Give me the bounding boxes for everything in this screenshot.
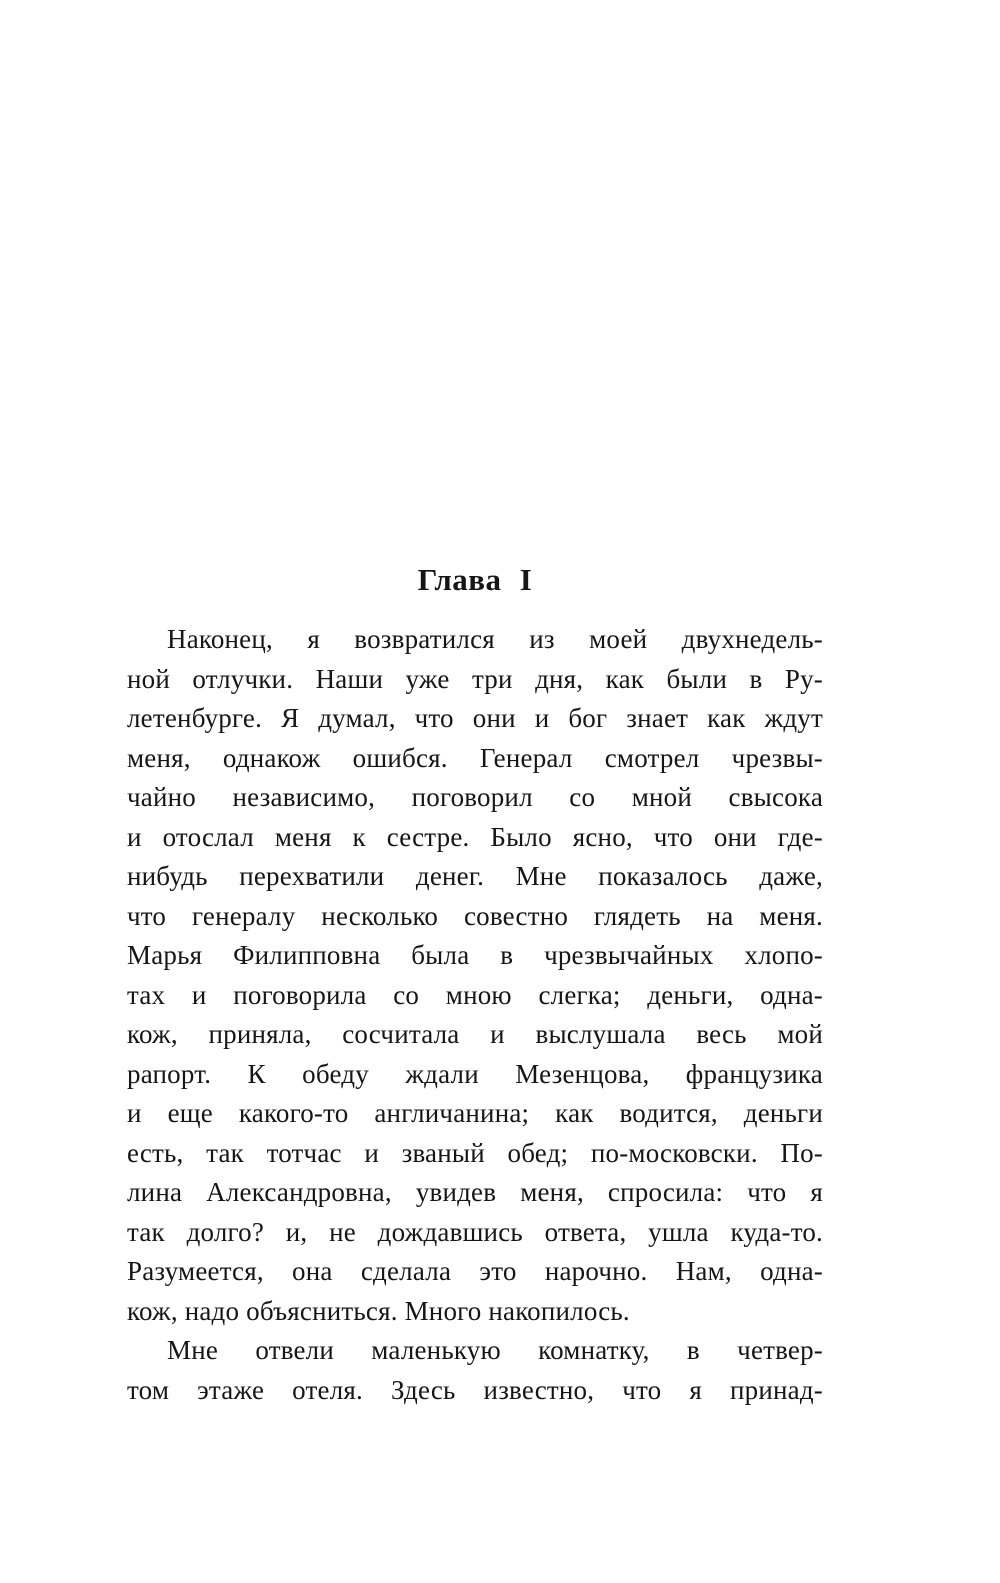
text-line: меня, однакож ошибся. Генерал смотрел чрезвы- [127, 742, 823, 773]
text-line: том этаже отеля. Здесь известно, что я принад- [127, 1374, 823, 1405]
text-line: чайно независимо, поговорил со мной свысока [127, 782, 823, 812]
text-line: и отослал меня к сестре. Было ясно, что они где- [127, 821, 823, 852]
text-line: и еще какого-то англичанина; как водится, деньги [127, 1098, 823, 1128]
text-line: Разумеется, она сделала это нарочно. Нам, одна- [127, 1256, 823, 1286]
text-line: что генералу несколько совестно глядеть на меня. [127, 900, 823, 931]
text-line: тах и поговорила со мною слегка; деньги, одна- [127, 979, 823, 1010]
text-line: кож, надо объясниться. Много накопилось. [127, 1295, 630, 1326]
text-line: нибудь перехватили денег. Мне показалось даже, [127, 861, 823, 891]
text-line: кож, приняла, сосчитала и выслушала весь мой [127, 1019, 823, 1049]
text-line: летенбурге. Я думал, что они и бог знает как ждут [127, 703, 823, 733]
text-line: так долго? и, не дождавшись ответа, ушла куда-то. [127, 1216, 823, 1247]
text-line: есть, так тотчас и званый обед; по-московски. По- [127, 1137, 823, 1168]
chapter-heading: Глава I [417, 562, 533, 597]
text-line: Марья Филипповна была в чрезвычайных хлопо- [127, 940, 823, 970]
text-line: Мне отвели маленькую комнатку, в четвер- [167, 1335, 823, 1365]
text-line: рапорт. К обеду ждали Мезенцова, французика [127, 1058, 823, 1089]
body-text [127, 620, 823, 1410]
text-line: лина Александровна, увидев меня, спросила: что я [127, 1177, 823, 1207]
text-line: Наконец, я возвратился из моей двухнедель- [167, 624, 823, 654]
text-line: ной отлучки. Наши уже три дня, как были в Ру- [127, 663, 823, 694]
